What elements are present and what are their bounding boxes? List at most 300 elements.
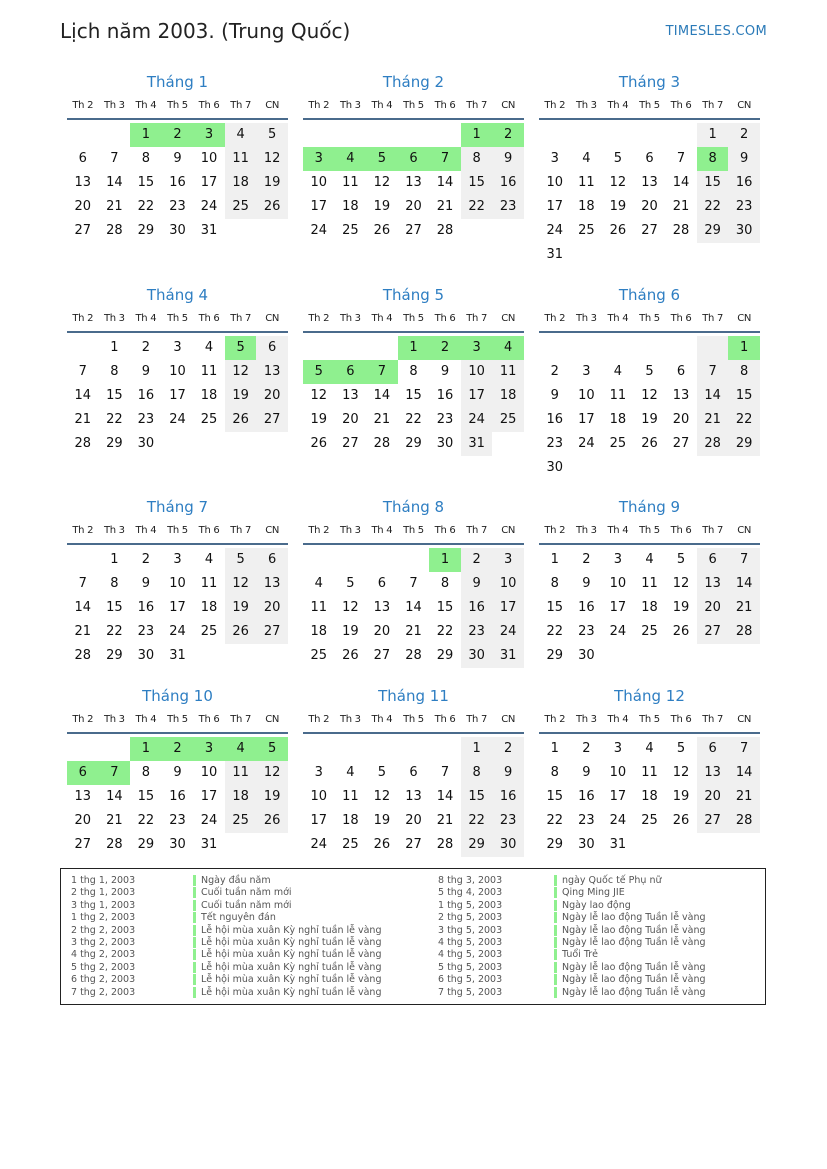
day-cell[interactable]: 2 — [582, 552, 591, 567]
day-cell[interactable]: 13 — [373, 600, 391, 615]
day-cell[interactable]: 25 — [641, 813, 658, 828]
day-cell[interactable]: 17 — [200, 789, 218, 804]
day-cell[interactable]: 26 — [256, 809, 288, 833]
day-cell[interactable]: 29 — [436, 648, 454, 663]
holiday-day-cell[interactable]: 3 — [193, 737, 225, 761]
day-cell[interactable]: 13 — [74, 175, 92, 190]
day-cell[interactable]: 20 — [697, 596, 729, 620]
day-cell[interactable]: 12 — [373, 789, 391, 804]
day-cell[interactable]: 4 — [204, 340, 214, 355]
day-cell[interactable]: 9 — [492, 761, 524, 785]
day-cell[interactable]: 6 — [256, 548, 288, 572]
day-cell[interactable]: 22 — [728, 408, 760, 432]
day-cell[interactable]: 11 — [609, 388, 627, 403]
day-cell[interactable]: 30 — [436, 436, 454, 451]
day-cell[interactable]: 7 — [697, 360, 729, 384]
day-cell[interactable]: 17 — [310, 199, 328, 214]
day-cell[interactable]: 10 — [546, 175, 564, 190]
day-cell[interactable]: 8 — [110, 364, 119, 379]
day-cell[interactable]: 9 — [141, 364, 151, 379]
day-cell[interactable]: 23 — [492, 809, 524, 833]
day-cell[interactable]: 14 — [106, 175, 123, 190]
day-cell[interactable]: 31 — [492, 644, 524, 668]
holiday-day-cell[interactable]: 3 — [461, 336, 493, 360]
day-cell[interactable]: 1 — [697, 123, 729, 147]
day-cell[interactable]: 27 — [697, 809, 729, 833]
day-cell[interactable]: 21 — [373, 412, 391, 427]
day-cell[interactable]: 10 — [310, 789, 328, 804]
day-cell[interactable]: 16 — [436, 388, 454, 403]
day-cell[interactable]: 24 — [609, 813, 627, 828]
day-cell[interactable]: 29 — [546, 648, 564, 663]
day-cell[interactable]: 25 — [492, 408, 524, 432]
day-cell[interactable]: 21 — [106, 813, 123, 828]
holiday-day-cell[interactable]: 3 — [193, 123, 225, 147]
day-cell[interactable]: 6 — [676, 364, 686, 379]
day-cell[interactable]: 17 — [609, 600, 627, 615]
day-cell[interactable]: 23 — [492, 195, 524, 219]
day-cell[interactable]: 20 — [405, 199, 422, 214]
day-cell[interactable]: 12 — [373, 175, 391, 190]
day-cell[interactable]: 17 — [609, 789, 627, 804]
day-cell[interactable]: 11 — [342, 175, 359, 190]
day-cell[interactable]: 25 — [200, 412, 218, 427]
day-cell[interactable]: 10 — [492, 572, 524, 596]
day-cell[interactable]: 16 — [169, 175, 186, 190]
day-cell[interactable]: 15 — [546, 789, 564, 804]
day-cell[interactable]: 24 — [310, 223, 328, 238]
day-cell[interactable]: 10 — [461, 360, 493, 384]
day-cell[interactable]: 19 — [256, 171, 288, 195]
day-cell[interactable]: 24 — [578, 436, 595, 451]
day-cell[interactable]: 19 — [609, 199, 627, 214]
day-cell[interactable]: 24 — [546, 223, 564, 238]
day-cell[interactable]: 9 — [461, 572, 493, 596]
day-cell[interactable]: 14 — [74, 388, 92, 403]
day-cell[interactable]: 29 — [137, 223, 155, 238]
day-cell[interactable]: 27 — [405, 837, 422, 852]
holiday-day-cell[interactable]: 1 — [130, 123, 162, 147]
day-cell[interactable]: 12 — [672, 576, 690, 591]
day-cell[interactable]: 31 — [461, 432, 493, 456]
day-cell[interactable]: 28 — [405, 648, 422, 663]
day-cell[interactable]: 27 — [405, 223, 422, 238]
holiday-day-cell[interactable]: 2 — [162, 123, 194, 147]
day-cell[interactable]: 9 — [173, 765, 182, 780]
day-cell[interactable]: 11 — [641, 765, 658, 780]
day-cell[interactable]: 24 — [200, 813, 218, 828]
holiday-day-cell[interactable]: 4 — [335, 147, 367, 171]
day-cell[interactable]: 30 — [578, 837, 595, 852]
day-cell[interactable]: 8 — [461, 147, 493, 171]
day-cell[interactable]: 12 — [256, 761, 288, 785]
day-cell[interactable]: 27 — [74, 837, 92, 852]
day-cell[interactable]: 27 — [697, 620, 729, 644]
day-cell[interactable]: 6 — [697, 737, 729, 761]
day-cell[interactable]: 2 — [141, 552, 151, 567]
day-cell[interactable]: 14 — [436, 789, 454, 804]
day-cell[interactable]: 19 — [310, 412, 328, 427]
day-cell[interactable]: 27 — [256, 408, 288, 432]
day-cell[interactable]: 18 — [342, 199, 359, 214]
day-cell[interactable]: 28 — [74, 436, 92, 451]
day-cell[interactable]: 13 — [697, 761, 729, 785]
day-cell[interactable]: 7 — [728, 548, 760, 572]
day-cell[interactable]: 27 — [256, 620, 288, 644]
day-cell[interactable]: 12 — [672, 765, 690, 780]
holiday-day-cell[interactable]: 5 — [366, 147, 398, 171]
day-cell[interactable]: 22 — [137, 199, 155, 214]
day-cell[interactable]: 15 — [106, 388, 123, 403]
day-cell[interactable]: 21 — [672, 199, 690, 214]
day-cell[interactable]: 17 — [492, 596, 524, 620]
day-cell[interactable]: 10 — [169, 576, 186, 591]
day-cell[interactable]: 25 — [310, 648, 328, 663]
day-cell[interactable]: 18 — [342, 813, 359, 828]
holiday-day-cell[interactable]: 5 — [256, 737, 288, 761]
holiday-day-cell[interactable]: 4 — [225, 737, 257, 761]
day-cell[interactable]: 21 — [728, 785, 760, 809]
day-cell[interactable]: 22 — [106, 412, 123, 427]
day-cell[interactable]: 17 — [200, 175, 218, 190]
day-cell[interactable]: 23 — [578, 813, 595, 828]
day-cell[interactable]: 27 — [641, 223, 658, 238]
day-cell[interactable]: 5 — [256, 123, 288, 147]
day-cell[interactable]: 28 — [697, 432, 729, 456]
day-cell[interactable]: 21 — [405, 624, 422, 639]
day-cell[interactable]: 6 — [256, 336, 288, 360]
day-cell[interactable]: 25 — [609, 436, 627, 451]
day-cell[interactable]: 16 — [137, 600, 155, 615]
day-cell[interactable]: 16 — [461, 596, 493, 620]
day-cell[interactable]: 5 — [676, 741, 686, 756]
day-cell[interactable]: 31 — [200, 837, 218, 852]
day-cell[interactable]: 12 — [225, 572, 257, 596]
day-cell[interactable]: 23 — [169, 199, 186, 214]
day-cell[interactable]: 29 — [461, 833, 493, 857]
day-cell[interactable]: 20 — [342, 412, 359, 427]
day-cell[interactable]: 24 — [200, 199, 218, 214]
day-cell[interactable]: 11 — [200, 364, 218, 379]
day-cell[interactable]: 1 — [110, 340, 119, 355]
holiday-day-cell[interactable]: 8 — [697, 147, 729, 171]
day-cell[interactable]: 18 — [225, 171, 257, 195]
day-cell[interactable]: 23 — [461, 620, 493, 644]
day-cell[interactable]: 5 — [645, 364, 654, 379]
day-cell[interactable]: 7 — [78, 364, 87, 379]
day-cell[interactable]: 22 — [461, 809, 493, 833]
day-cell[interactable]: 4 — [204, 552, 214, 567]
day-cell[interactable]: 11 — [578, 175, 595, 190]
day-cell[interactable]: 8 — [110, 576, 119, 591]
day-cell[interactable]: 15 — [137, 175, 155, 190]
day-cell[interactable]: 14 — [728, 761, 760, 785]
day-cell[interactable]: 7 — [440, 765, 450, 780]
holiday-day-cell[interactable]: 1 — [398, 336, 430, 360]
day-cell[interactable]: 8 — [141, 151, 151, 166]
day-cell[interactable]: 26 — [310, 436, 328, 451]
day-cell[interactable]: 20 — [373, 624, 391, 639]
day-cell[interactable]: 13 — [697, 572, 729, 596]
day-cell[interactable]: 4 — [346, 765, 355, 780]
day-cell[interactable]: 27 — [342, 436, 359, 451]
day-cell[interactable]: 3 — [314, 765, 323, 780]
day-cell[interactable]: 13 — [405, 789, 422, 804]
day-cell[interactable]: 14 — [672, 175, 690, 190]
day-cell[interactable]: 30 — [578, 648, 595, 663]
day-cell[interactable]: 23 — [137, 624, 155, 639]
day-cell[interactable]: 5 — [377, 765, 387, 780]
day-cell[interactable]: 27 — [74, 223, 92, 238]
day-cell[interactable]: 3 — [492, 548, 524, 572]
day-cell[interactable]: 26 — [256, 195, 288, 219]
day-cell[interactable]: 29 — [405, 436, 422, 451]
day-cell[interactable]: 19 — [373, 813, 391, 828]
day-cell[interactable]: 22 — [546, 624, 564, 639]
day-cell[interactable]: 18 — [200, 388, 218, 403]
day-cell[interactable]: 11 — [225, 147, 257, 171]
day-cell[interactable]: 18 — [492, 384, 524, 408]
day-cell[interactable]: 21 — [436, 813, 454, 828]
day-cell[interactable]: 20 — [672, 412, 690, 427]
day-cell[interactable]: 21 — [74, 412, 92, 427]
day-cell[interactable]: 3 — [173, 552, 182, 567]
day-cell[interactable]: 30 — [169, 837, 186, 852]
day-cell[interactable]: 2 — [461, 548, 493, 572]
day-cell[interactable]: 8 — [440, 576, 450, 591]
day-cell[interactable]: 19 — [225, 384, 257, 408]
day-cell[interactable]: 13 — [641, 175, 658, 190]
day-cell[interactable]: 24 — [461, 408, 493, 432]
day-cell[interactable]: 20 — [256, 384, 288, 408]
day-cell[interactable]: 12 — [609, 175, 627, 190]
day-cell[interactable]: 12 — [342, 600, 359, 615]
holiday-day-cell[interactable]: 6 — [67, 761, 99, 785]
day-cell[interactable]: 29 — [137, 837, 155, 852]
day-cell[interactable]: 10 — [200, 765, 218, 780]
day-cell[interactable]: 29 — [728, 432, 760, 456]
day-cell[interactable]: 17 — [546, 199, 564, 214]
day-cell[interactable]: 7 — [409, 576, 418, 591]
day-cell[interactable]: 11 — [492, 360, 524, 384]
day-cell[interactable]: 10 — [609, 765, 627, 780]
day-cell[interactable]: 25 — [342, 223, 359, 238]
day-cell[interactable]: 8 — [461, 761, 493, 785]
holiday-day-cell[interactable]: 7 — [99, 761, 131, 785]
day-cell[interactable]: 5 — [613, 151, 623, 166]
day-cell[interactable]: 21 — [106, 199, 123, 214]
day-cell[interactable]: 30 — [461, 644, 493, 668]
day-cell[interactable]: 2 — [141, 340, 151, 355]
day-cell[interactable]: 10 — [200, 151, 218, 166]
day-cell[interactable]: 26 — [342, 648, 359, 663]
day-cell[interactable]: 22 — [405, 412, 422, 427]
brand-link[interactable]: TIMESLES.COM — [665, 24, 767, 39]
day-cell[interactable]: 3 — [613, 741, 623, 756]
day-cell[interactable]: 12 — [310, 388, 328, 403]
day-cell[interactable]: 9 — [728, 147, 760, 171]
day-cell[interactable]: 20 — [405, 813, 422, 828]
day-cell[interactable]: 8 — [550, 576, 559, 591]
day-cell[interactable]: 19 — [373, 199, 391, 214]
day-cell[interactable]: 19 — [225, 596, 257, 620]
day-cell[interactable]: 14 — [106, 789, 123, 804]
day-cell[interactable]: 6 — [377, 576, 387, 591]
holiday-day-cell[interactable]: 5 — [303, 360, 335, 384]
day-cell[interactable]: 14 — [373, 388, 391, 403]
day-cell[interactable]: 19 — [672, 789, 690, 804]
day-cell[interactable]: 9 — [492, 147, 524, 171]
day-cell[interactable]: 11 — [225, 761, 257, 785]
holiday-day-cell[interactable]: 3 — [303, 147, 335, 171]
day-cell[interactable]: 1 — [550, 741, 559, 756]
day-cell[interactable]: 2 — [582, 741, 591, 756]
day-cell[interactable]: 23 — [578, 624, 595, 639]
day-cell[interactable]: 9 — [141, 576, 151, 591]
day-cell[interactable]: 17 — [310, 813, 328, 828]
day-cell[interactable]: 15 — [436, 600, 454, 615]
day-cell[interactable]: 3 — [582, 364, 591, 379]
day-cell[interactable]: 27 — [373, 648, 391, 663]
day-cell[interactable]: 18 — [578, 199, 595, 214]
holiday-day-cell[interactable]: 6 — [335, 360, 367, 384]
day-cell[interactable]: 28 — [672, 223, 690, 238]
day-cell[interactable]: 2 — [728, 123, 760, 147]
day-cell[interactable]: 15 — [697, 171, 729, 195]
day-cell[interactable]: 13 — [342, 388, 359, 403]
day-cell[interactable]: 28 — [373, 436, 391, 451]
day-cell[interactable]: 19 — [641, 412, 658, 427]
day-cell[interactable]: 25 — [225, 195, 257, 219]
day-cell[interactable]: 28 — [728, 809, 760, 833]
day-cell[interactable]: 5 — [676, 552, 686, 567]
day-cell[interactable]: 6 — [78, 151, 87, 166]
day-cell[interactable]: 13 — [256, 572, 288, 596]
day-cell[interactable]: 1 — [110, 552, 119, 567]
day-cell[interactable]: 17 — [169, 600, 186, 615]
day-cell[interactable]: 23 — [728, 195, 760, 219]
day-cell[interactable]: 16 — [546, 412, 564, 427]
day-cell[interactable]: 22 — [546, 813, 564, 828]
day-cell[interactable]: 2 — [550, 364, 559, 379]
holiday-day-cell[interactable]: 2 — [492, 123, 524, 147]
day-cell[interactable]: 30 — [492, 833, 524, 857]
day-cell[interactable]: 16 — [728, 171, 760, 195]
day-cell[interactable]: 9 — [582, 765, 591, 780]
day-cell[interactable]: 7 — [728, 737, 760, 761]
day-cell[interactable]: 22 — [436, 624, 454, 639]
day-cell[interactable]: 16 — [492, 171, 524, 195]
day-cell[interactable]: 7 — [676, 151, 686, 166]
day-cell[interactable]: 26 — [672, 624, 690, 639]
day-cell[interactable]: 1 — [550, 552, 559, 567]
day-cell[interactable]: 25 — [225, 809, 257, 833]
day-cell[interactable]: 30 — [137, 436, 155, 451]
day-cell[interactable]: 15 — [461, 785, 493, 809]
day-cell[interactable]: 26 — [672, 813, 690, 828]
day-cell[interactable]: 18 — [200, 600, 218, 615]
day-cell[interactable]: 15 — [546, 600, 564, 615]
day-cell[interactable]: 28 — [106, 223, 123, 238]
day-cell[interactable]: 30 — [169, 223, 186, 238]
day-cell[interactable]: 6 — [645, 151, 654, 166]
day-cell[interactable]: 20 — [74, 199, 92, 214]
day-cell[interactable]: 23 — [169, 813, 186, 828]
day-cell[interactable]: 26 — [373, 837, 391, 852]
day-cell[interactable]: 29 — [106, 648, 123, 663]
day-cell[interactable]: 8 — [409, 364, 418, 379]
day-cell[interactable]: 4 — [225, 123, 257, 147]
day-cell[interactable]: 18 — [641, 789, 658, 804]
holiday-day-cell[interactable]: 1 — [461, 123, 493, 147]
day-cell[interactable]: 30 — [546, 460, 564, 475]
day-cell[interactable]: 5 — [346, 576, 355, 591]
day-cell[interactable]: 21 — [697, 408, 729, 432]
holiday-day-cell[interactable]: 1 — [130, 737, 162, 761]
day-cell[interactable]: 13 — [74, 789, 92, 804]
day-cell[interactable]: 28 — [728, 620, 760, 644]
day-cell[interactable]: 25 — [578, 223, 595, 238]
holiday-day-cell[interactable]: 1 — [429, 548, 461, 572]
day-cell[interactable]: 6 — [409, 765, 418, 780]
holiday-day-cell[interactable]: 6 — [398, 147, 430, 171]
day-cell[interactable]: 3 — [550, 151, 559, 166]
day-cell[interactable]: 15 — [728, 384, 760, 408]
day-cell[interactable]: 25 — [641, 624, 658, 639]
day-cell[interactable]: 3 — [173, 340, 182, 355]
holiday-day-cell[interactable]: 7 — [429, 147, 461, 171]
day-cell[interactable]: 8 — [728, 360, 760, 384]
day-cell[interactable]: 12 — [641, 388, 658, 403]
day-cell[interactable]: 16 — [578, 600, 595, 615]
day-cell[interactable]: 28 — [436, 837, 454, 852]
day-cell[interactable]: 26 — [225, 408, 257, 432]
day-cell[interactable]: 4 — [613, 364, 623, 379]
day-cell[interactable]: 29 — [697, 219, 729, 243]
day-cell[interactable]: 1 — [461, 737, 493, 761]
day-cell[interactable]: 22 — [461, 195, 493, 219]
day-cell[interactable]: 23 — [436, 412, 454, 427]
day-cell[interactable]: 11 — [310, 600, 328, 615]
day-cell[interactable]: 15 — [405, 388, 422, 403]
day-cell[interactable]: 7 — [110, 151, 119, 166]
day-cell[interactable]: 8 — [141, 765, 151, 780]
day-cell[interactable]: 25 — [200, 624, 218, 639]
day-cell[interactable]: 26 — [641, 436, 658, 451]
day-cell[interactable]: 20 — [74, 813, 92, 828]
day-cell[interactable]: 13 — [256, 360, 288, 384]
day-cell[interactable]: 19 — [256, 785, 288, 809]
day-cell[interactable]: 4 — [582, 151, 591, 166]
day-cell[interactable]: 17 — [461, 384, 493, 408]
day-cell[interactable]: 26 — [609, 223, 627, 238]
day-cell[interactable]: 26 — [225, 620, 257, 644]
day-cell[interactable]: 10 — [578, 388, 595, 403]
day-cell[interactable]: 31 — [546, 247, 564, 262]
day-cell[interactable]: 14 — [697, 384, 729, 408]
day-cell[interactable]: 20 — [697, 785, 729, 809]
day-cell[interactable]: 24 — [169, 624, 186, 639]
day-cell[interactable]: 17 — [578, 412, 595, 427]
day-cell[interactable]: 18 — [609, 412, 627, 427]
day-cell[interactable]: 20 — [256, 596, 288, 620]
day-cell[interactable]: 24 — [310, 837, 328, 852]
day-cell[interactable]: 12 — [225, 360, 257, 384]
day-cell[interactable]: 5 — [225, 548, 257, 572]
day-cell[interactable]: 30 — [728, 219, 760, 243]
day-cell[interactable]: 27 — [672, 436, 690, 451]
day-cell[interactable]: 31 — [200, 223, 218, 238]
